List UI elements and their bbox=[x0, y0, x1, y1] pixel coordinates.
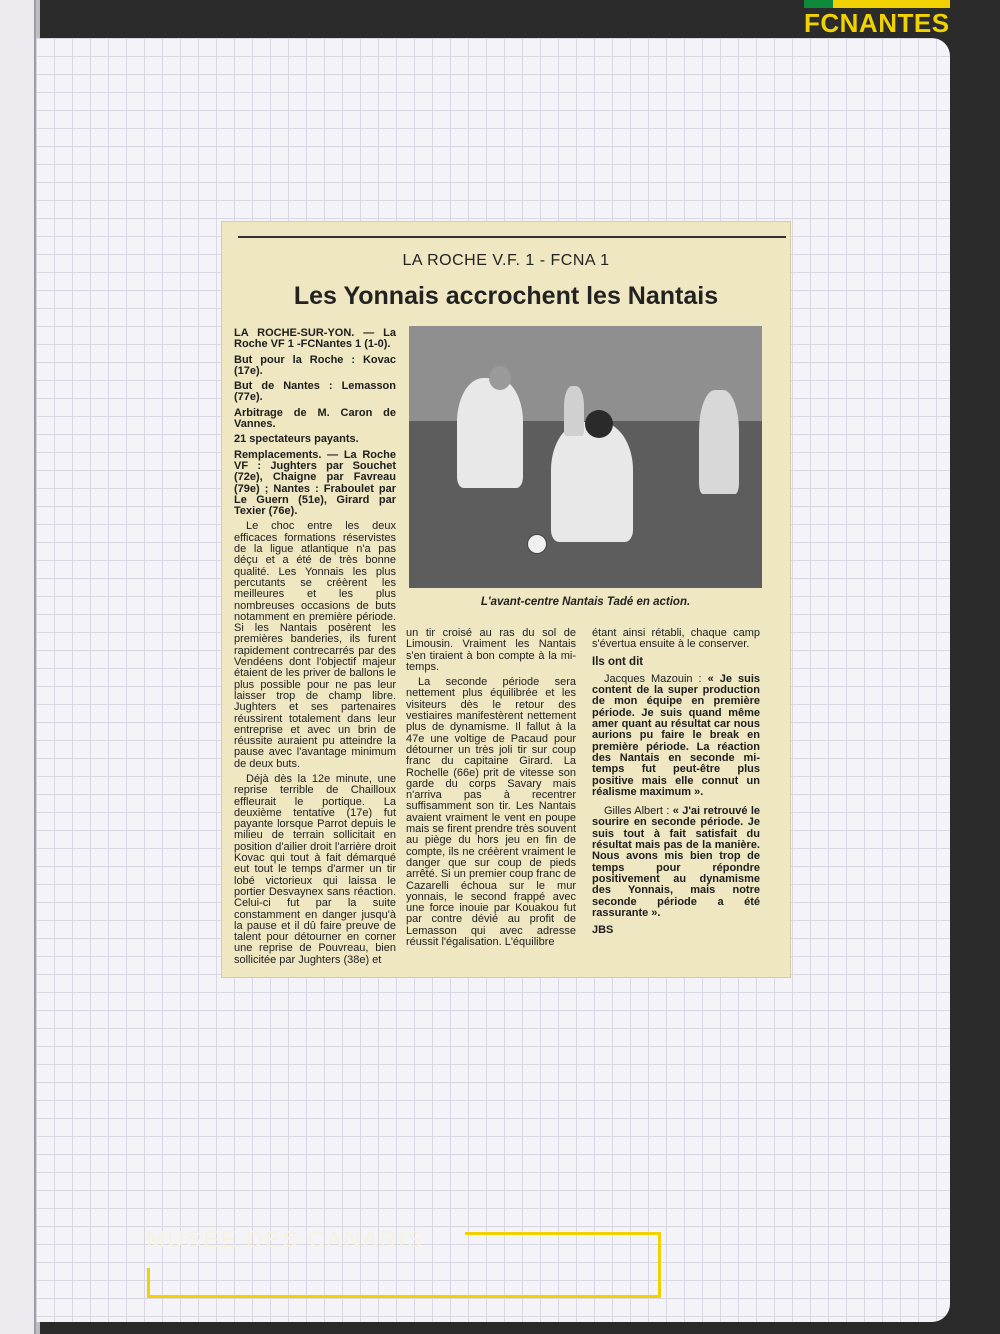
clipping-top-rule bbox=[238, 236, 786, 238]
quote-speaker: Jacques Mazouin : bbox=[604, 672, 708, 685]
match-photo bbox=[409, 326, 762, 588]
brand-green-stripe bbox=[804, 0, 833, 8]
quote-paragraph bbox=[592, 674, 760, 798]
previous-page-edge bbox=[0, 0, 36, 1334]
section-title: Ils ont dit bbox=[592, 655, 644, 668]
article-headline: Les Yonnais accrochent les Nantais bbox=[293, 282, 719, 310]
article-paragraph: La seconde période sera nettement plus équilibrée et les visiteurs dès le retour des vestiaires manifestèrent nettement plus de dynamisme. Il fallut à la 47e une voltige de Pacaud pour détourner un très joli tir sur coup franc du capitaine Girard. La Rochelle (66e) prit de vitesse son garde du corps Savary mais n'arriva pas à recentrer suffisamment son tir. Les Nantais avaient vraiment le vent en poupe mais se firent prendre très souvent au piège du hors jeu en fin de compte, ils ne créèrent vraiment le danger que sur coup de pieds arrêté. Si un premier coup franc de Cazarelli échoua sur le mur yonnais, le second frappé avec une force inouie par Kouakou fut par contre dévié au profit de Lemasson qui avec adresse réussit l'égalisation. L'équilibre bbox=[406, 676, 576, 949]
quote-text: « Je suis content de la super production de mon équipe en première période. Je suis quand même amer quant au résultat car nous aurions pu faire le break en première période. La réaction des Nantais en seconde mi-temps fut peut-être plus positive mais elle connut un réalisme maximum ». bbox=[592, 672, 760, 798]
substitutions-line: Remplacements. — La Roche VF : Jughters par Souchet (72e), Chaigne par Favreau (79e) ; Nantes : Fraboulet par Le Guern (51e), Girard par Texier (76e). bbox=[234, 448, 396, 518]
fcnantes-logo: FCNANTES bbox=[804, 8, 950, 38]
article-paragraph: étant ainsi rétabli, chaque camp s'évertua ensuite à le conserver. bbox=[592, 627, 760, 651]
article-paragraph: Le choc entre les deux efficaces formations réservistes de la ligue atlantique n'a pas déçu et a été de très bonne qualité. Les Yonnais les plus percutants se créèrent les meilleures et les plus nombreuses occasions de buts notamment en première période. Si les Nantais posèrent les premières banderies, ils furent rapidement contrecarrés par des Vendéens dont l'objectif majeur étaient de les priver de ballons le plus possible pour ne pas leur laisser trop de champ libre. Jughters et ses partenaires réussirent totalement dans leur entreprise et avec un brin de réussite auraient pu atteindre la pause avec l'avantage minimum de deux buts. bbox=[234, 520, 396, 770]
football bbox=[527, 534, 547, 554]
referee-line: Arbitrage de M. Caron de Vannes. bbox=[234, 406, 396, 431]
museum-label: MUSÉE DES CANARIS bbox=[146, 1226, 425, 1252]
article-column-1 bbox=[234, 328, 396, 970]
player-head bbox=[489, 366, 511, 390]
brand-yellow-stripe bbox=[833, 0, 950, 8]
player-figure bbox=[564, 386, 584, 436]
newspaper-clipping bbox=[222, 222, 790, 977]
attendance-line: 21 spectateurs payants. bbox=[234, 433, 359, 446]
quote-speaker: Gilles Albert : bbox=[604, 805, 673, 818]
photo-caption: L'avant-centre Nantais Tadé en action. bbox=[480, 596, 691, 608]
article-paragraph: un tir croisé au ras du sol de Limousin. Vraiment les Nantais s'en tiraient à bon compte à la mi-temps. bbox=[406, 627, 576, 673]
player-head bbox=[585, 410, 613, 438]
quote-text: « J'ai retrouvé le sourire en seconde période. Je suis tout à fait satisfait du résultat mais pas de la manière. Nous avons mis bien trop de temps pour répondre positivement au dynamisme des Yonnais, mais notre seconde période a été rassurante ». bbox=[592, 805, 760, 919]
article-kicker: LA ROCHE V.F. 1 - FCNA 1 bbox=[402, 252, 610, 269]
article-paragraph: Déjà dès la 12e minute, une reprise terrible de Chailloux effleurait le portique. La deuxième tentative (17e) fut payante lorsque Parrot depuis le milieu de terrain sollicitait en position d'ailier droit l'arrière droit Kovac qui tout à fait démarqué eut tout le temps d'armer un tir lobé victorieux qui laissa le portier Desvaynex sans réaction. Celui-ci fut par la suite constamment en danger jusqu'à la pause et il dû faire preuve de talent pour détourner en corner une reprise de Pouvreau, bien sollicitée par Jughters (38e) et bbox=[234, 772, 396, 966]
match-line: LA ROCHE-SUR-YON. — La Roche VF 1 -FCNantes 1 (1-0). bbox=[234, 327, 396, 351]
author-signature: JBS bbox=[592, 924, 614, 937]
home-scorer: But pour la Roche : Kovac (17e). bbox=[234, 353, 396, 377]
player-figure bbox=[699, 390, 739, 494]
brand-color-bar bbox=[804, 0, 950, 8]
player-figure bbox=[551, 422, 633, 542]
away-scorer: But de Nantes : Lemasson (77e). bbox=[234, 380, 396, 404]
article-column-3 bbox=[592, 628, 760, 936]
player-figure bbox=[457, 378, 523, 488]
article-column-2 bbox=[406, 628, 576, 952]
quote-paragraph bbox=[592, 806, 760, 919]
